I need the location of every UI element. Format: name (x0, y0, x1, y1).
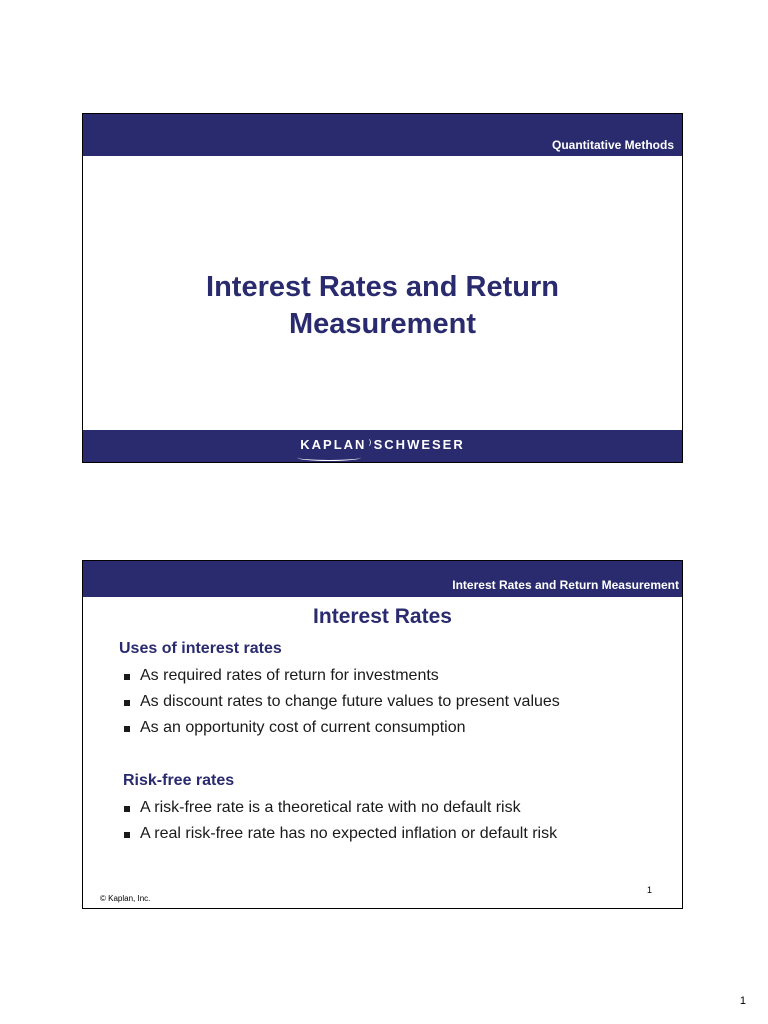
slide-footer-band (83, 430, 682, 462)
bullet-text: As required rates of return for investments (140, 667, 439, 684)
kaplan-schweser-logo (83, 437, 682, 453)
copyright-notice: © Kaplan, Inc. (100, 894, 151, 903)
slide-title (83, 269, 682, 343)
slide-title-line-1: Interest Rates and Return (206, 271, 559, 303)
title-slide (82, 113, 683, 463)
page-number: 1 (739, 995, 746, 1007)
bullet-list-uses (123, 666, 560, 744)
logo-schweser: SCHWESER (373, 437, 465, 452)
logo-kaplan: KAPLAN (300, 437, 367, 452)
square-bullet-icon (124, 806, 130, 812)
content-slide (82, 560, 683, 909)
bullet-text: As an opportunity cost of current consumption (140, 719, 466, 736)
slide-number: 1 (646, 885, 652, 895)
square-bullet-icon (124, 674, 130, 680)
section-label: Quantitative Methods (551, 138, 674, 152)
logo-underline-icon (297, 454, 361, 461)
list-item (123, 718, 560, 744)
square-bullet-icon (124, 832, 130, 838)
slide-title: Interest Rates (313, 605, 452, 628)
logo-swoosh-icon: ⁾ (368, 437, 372, 452)
list-item (123, 824, 557, 850)
slide-header-band (83, 114, 682, 156)
bullet-text: A risk-free rate is a theoretical rate with no default risk (140, 799, 521, 816)
list-item (123, 692, 560, 718)
list-item (123, 798, 557, 824)
section-label: Interest Rates and Return Measurement (452, 578, 679, 592)
list-item (123, 666, 560, 692)
bullet-text: As discount rates to change future values to present values (140, 693, 560, 710)
bullet-text: A real risk-free rate has no expected inflation or default risk (140, 825, 558, 842)
square-bullet-icon (124, 726, 130, 732)
bullet-list-risk-free (123, 798, 557, 850)
slide-header-band (83, 561, 682, 597)
section-heading-uses: Uses of interest rates (119, 640, 282, 657)
section-heading-risk-free: Risk-free rates (123, 772, 235, 789)
square-bullet-icon (124, 700, 130, 706)
slide-title-line-2: Measurement (289, 308, 476, 340)
